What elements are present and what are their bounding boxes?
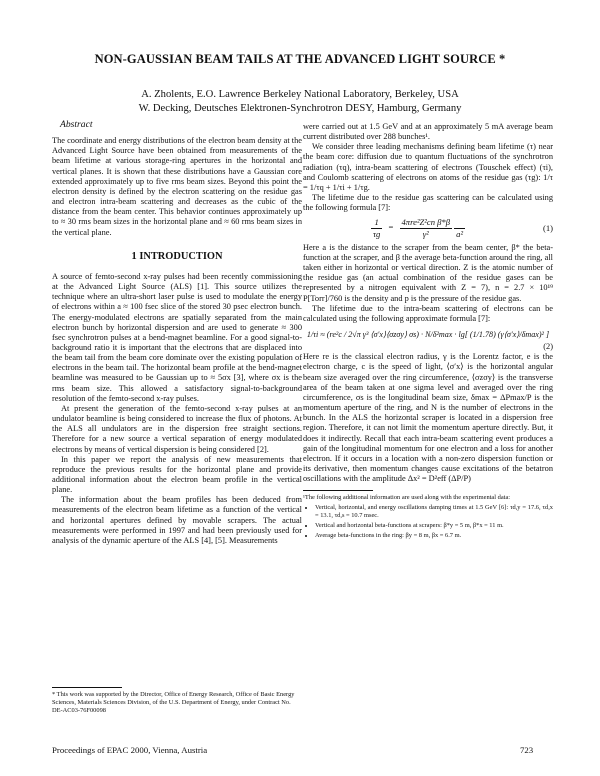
right-paragraph-1: were carried out at 1.5 GeV and at an approximately 5 mA average beam current distributed over 288 bunches¹. [303, 122, 553, 142]
right-paragraph-3: The lifetime due to the residue gas scattering can be calculated using the following formula [7]: [303, 193, 553, 213]
equation-2-label: (2) [543, 342, 553, 352]
intro-paragraph-4: The information about the beam profiles has been deduced from measurements of the electron beam lifetime as a function of the vertical and horizontal apertures defined by movable scrapers. The actual measurements were performed in 1997 and had been previously used for analysis of the dynamic aperture of the ALS [4], [5]. Measurements [52, 495, 302, 545]
data-footnote-item: • Vertical, horizontal, and energy oscillations damping times at 1.5 GeV [6]: τd,y = 17.6, τd,x = 13.1, τd,s = 10.7 msec. [315, 504, 553, 520]
intro-paragraph-2: At present the generation of the femto-second x-ray pulses at an undulator beamline is being considered to increase the flux of photons. At the ALS all undulators are in the dispersion free straight sections. Therefore for a new source a vertical separation of energy modulated electrons by means of vertical dispersion is being considered [2]. [52, 403, 302, 454]
eq1-rhs-main: $\frac{\text{4πre²Z²cn β*β}}{\text{γ²}}$ [401, 217, 450, 239]
page-number: 723 [520, 745, 534, 755]
proceedings-footer: Proceedings of EPAC 2000, Vienna, Austria [52, 745, 208, 755]
authors-line-1: A. Zholents, E.O. Lawrence Berkeley National Laboratory, Berkeley, USA [141, 89, 459, 100]
abstract-heading: Abstract [60, 119, 93, 130]
abstract-text: The coordinate and energy distributions of the electron beam density at the Advanced Light Source have been obtained from measurements of the beam lifetime at various storage-ring apertures in the horizontal and vertical planes. It is shown that these distributions have a Gaussian core extended approximately up to five rms beam sizes. Beyond this point the electron density is defined by the electron scattering on the residue gas and electron intra-beam scattering and decreases as the cubic of the distance from the beam center. This behavior continues approximately up to ≈ 30 rms beam sizes in the horizontal plane and ≈ 60 rms beam sizes in the vertical plane. [52, 136, 302, 237]
data-footnote-list [303, 504, 553, 540]
intro-paragraph-1: A source of femto-second x-ray pulses had been recently commissioning at the Advanced Light Source (ALS) [1]. This source utilizes the technique where an ultra-short laser pulse is used to modulate the energy of electrons within a ≈ 100 fsec slice of the stored 30 psec electron bunch. The energy-modulated electrons are spatially separated from the main electron bunch by horizontal dispersion and are used to generate ≈ 300 fsec synchrotron pulses at a bend-magnet beamline. For a good signal-to-background ratio it is important that the electrons that are displaced into the beam tail from the beam core dominate over the existing population of electrons in the beam tail. The horizontal beam profile at the bend-magnet beamline was measured to be Gaussian up to ≈ 5σx [3], where σx is the rms beam size. This allowed a satisfactory signal-to-background resolution of the femto-second x-ray pulses. [52, 271, 302, 403]
intro-paragraph-3: In this paper we report the analysis of new measurements that reproduce the previous results for the horizontal plane and provide additional information about the electron beam profile in the vertical plane. [52, 454, 302, 495]
paper-title: NON-GAUSSIAN BEAM TAILS AT THE ADVANCED LIGHT SOURCE * [94, 52, 506, 66]
right-footnote-rule [303, 490, 373, 491]
equation-2-body: 1/τi ≈ (re²c / 2√π γ³ ⟨σ′x⟩⟨σzσy⟩ σs) · N/δ²max · lg[ (1/1.78) (γ⟨σ′x⟩/δmax)² ] [306, 329, 550, 339]
footnote-rule [52, 687, 122, 688]
left-column [52, 120, 302, 546]
authors-line-2: W. Decking, Deutsches Elektronen-Synchrotron DESY, Hamburg, Germany [138, 103, 462, 114]
right-paragraph-2: We consider three leading mechanisms defining beam lifetime (τ) near the beam core: diffusion due to quantum fluctuations of the synchrotron radiation (τq), intra-beam scattering of electrons (Touschek effect) (τi), and Coulomb scattering of electrons on atoms of the residue gas (τg): 1/τ = 1/τq + 1/τi + 1/τg. [303, 142, 553, 192]
data-footnote-item: • Vertical and horizontal beta-functions at scrapers: β*y = 5 m, β*x = 11 m. [315, 522, 553, 530]
right-paragraph-4: Here a is the distance to the scraper from the beam center, β* the beta-function at the scraper, and β the average beta-function around the ring, all taken either in horizontal or vertical direction. Z is the atomic number of the residue gas (an actual combination of the residue gases can be represented by a nitrogen equivalent with Z = 7), n = 2.7 × 10¹⁹ P[Torr]/760 is the density and p is the pressure of the residue gas. [303, 242, 553, 303]
right-column [303, 122, 553, 542]
equation-2 [303, 330, 553, 340]
equation-1: $\frac{1}{\tau g}$ = $\frac{\text{4πre²Z²cn β*β}}{\text{γ²}}$ a² (1) [372, 217, 553, 239]
eq1-rhs-aperture: a² [454, 217, 465, 238]
eq1-lhs: $\frac{1}{\tau g}$ [372, 217, 381, 239]
data-footnote [303, 494, 553, 540]
right-paragraph-5: The lifetime due to the intra-beam scattering of electrons can be calculated using the following approximate formula [7]: [303, 303, 553, 323]
equation-1-label: (1) [542, 222, 553, 233]
data-footnote-intro: ¹The following additional information are used along with the experimental data: [303, 494, 511, 502]
funding-footnote: * This work was supported by the Director, Office of Energy Research, Office of Basic Energy Sciences, Materials Sciences Division, of the U.S. Department of Energy, under Contract No. DE-AC03-76F00098 [52, 691, 295, 714]
author-block [40, 88, 560, 116]
left-footnote-area [52, 681, 302, 715]
right-paragraph-6: Here re is the classical electron radius, γ is the Lorentz factor, e is the electron charge, c is the speed of light, ⟨σ′x⟩ is the horizontal angular beam size averaged over the ring circumference, ⟨σzσy⟩ is the transverse area of the beam taken at one sigma level and averaged over the ring circumference, σs is the longitudinal beam size, δmax = ΔPmax/P is the momentum aperture of the ring, and N is the number of electrons in the bunch. In the ALS the horizontal scraper is located in a dispersion free region. Therefore, it can not limit the momentum aperture directly. But, it does it indirectly. Recall that each intra-beam scattering event produces a gain of the longitudinal momentum for one electron and a loss for another electron. If it occurs in a location with a non-zero dispersion function or its derivative, then momentum changes cause excitations of the betatron oscillations with the amplitude Δx² = D²eff (ΔP/P) [303, 352, 553, 484]
section-heading-introduction: 1 INTRODUCTION [131, 250, 223, 262]
data-footnote-item: • Average beta-functions in the ring: βy = 8 m, βx = 6.7 m. [315, 532, 553, 540]
